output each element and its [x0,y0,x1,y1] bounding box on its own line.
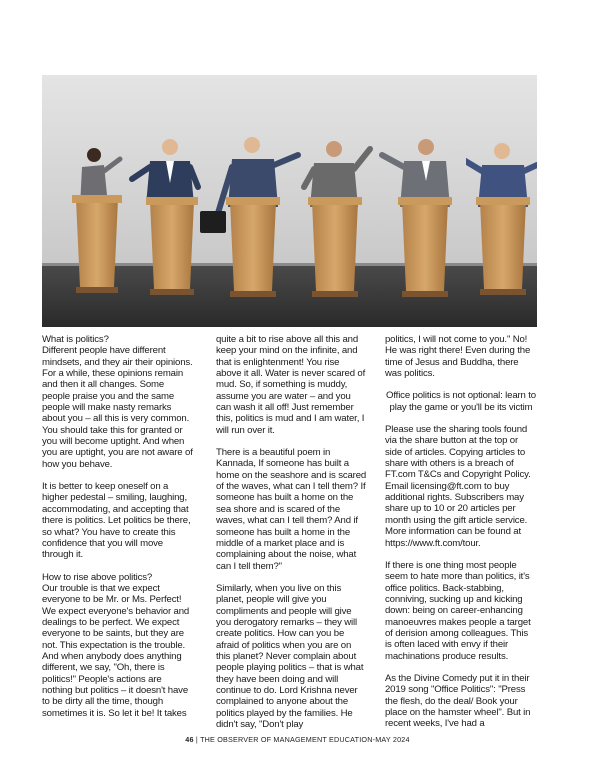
politicians-debate-photo [42,75,537,327]
page-number: 46 [185,735,194,744]
page-footer [0,735,595,744]
paragraph [42,334,193,470]
pull-quote: Office politics is not optional: learn to play the game or you'll be its victim [386,390,536,413]
paragraph-text: Our trouble is that we expect everyone to be Mr. or Ms. Perfect! We expect everyone's behavior and dealings to be perfect. We expect everyone to be saints, but they are not. This expectation is the trouble. And when anybody does anything different, we say, "Oh, there is politics!" People's actions are nothing but politics – it doesn't have to be dirty all the time, though sometimes it is. So let it be! It takes [42,582,190,719]
article-column-3 [385,334,537,741]
paragraph-text: Different people have different mindsets, and they air their opinions. For a while, these opinions remain and then it all changes. Some people praise you and the same people will make nasty remarks about you – all this is very common. You should take this for granted or you will become uptight. And when you are uptight, you are not aware of how you behave. [42,345,193,470]
paragraph: If there is one thing most people seem to hate more than politics, it's office politics. Back-stabbing, conniving, sucking up and kicking down: being on career-enhancing manoeuvres makes people a target of derision among colleagues. This is often laced with envy if their machinations produce results. [385,559,531,662]
article-column-2 [216,334,367,741]
paragraph [42,572,193,719]
paragraph: There is a beautiful poem in Kannada, If someone has built a home on the seashore and is scared of the waves, what can I tell them? If someone has built a home on the sea shore and is scared of the waves, what can I tell them? And if someone has built a home in the middle of a market place and is complaining about the noise, what can I tell them?" [216,447,367,572]
section-heading: How to rise above politics? [42,571,153,583]
section-heading: What is politics? [42,334,109,345]
article-column-1 [42,334,193,730]
paragraph: politics, I will not come to you." No! He was right there! Even during the time of Jesus and Buddha, there was politics. [385,334,531,380]
paragraph: quite a bit to rise above all this and keep your mind on the infinite, and that is enlightenment! You rise above it all. Water is never scared of mud. So, if something is muddy, assume you are water – and you can wash it all off! Just remember this, politics is mud and I am water, I will run over it. [216,334,366,436]
paragraph: As the Divine Comedy put it in their 2019 song "Office Politics": "Press the flesh, do the deal/ Book your place on the hamster wheel". But in recent weeks, I've had a [385,672,531,730]
paragraph: Similarly, when you live on this planet, people will give you compliments and people will give you derogatory remarks – they will create politics. How can you be afraid of politics when you are on this planet? Never complain about people playing politics – that is what they have been doing and will continue to do. Lord Krishna never complained to anyone about the politics played by the families. He didn't say, "Don't play [216,582,364,730]
paragraph: It is better to keep oneself on a higher pedestal – smiling, laughing, accommodating, and accepting that there is politics. Let politics be there, so what? You have to create this confidence that you will move through it. [42,481,191,561]
publication-name: THE OBSERVER OF MANAGEMENT EDUCATION-MAY 2024 [200,735,410,744]
footer-separator: | [195,735,198,744]
politicians-debate-podiums-photo [42,75,537,327]
paragraph: Please use the sharing tools found via the share button at the top or side of articles. Copying articles to share with others is a breach of FT.com T&Cs and Copyright Policy. Email licensing@ft.com to buy additional rights. Subscribers may share up to 10 or 20 articles per month using the gift article service. More information can be found at https://www.ft.com/tour. [385,424,531,549]
